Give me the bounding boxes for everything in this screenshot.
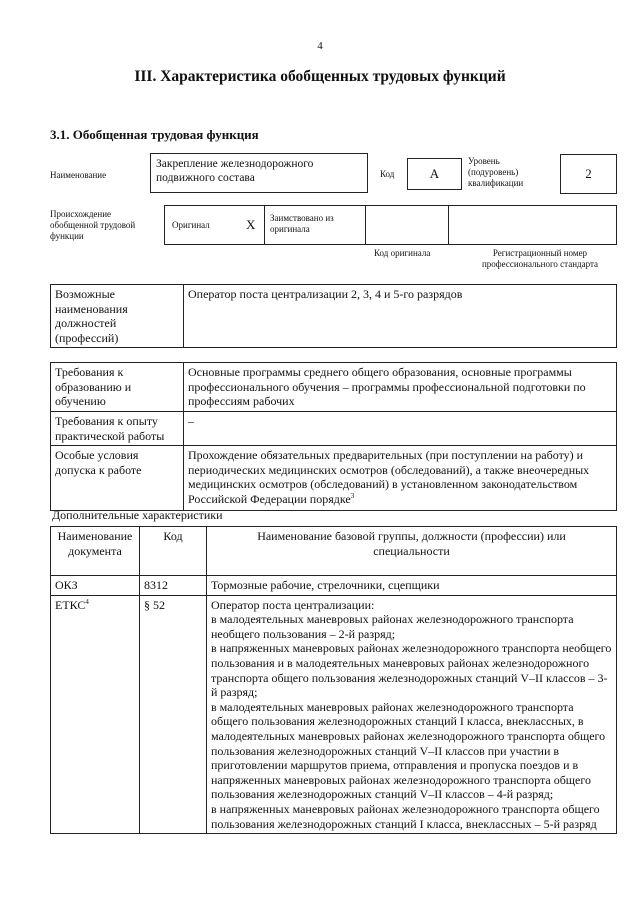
original-label: Оригинал [172,220,210,230]
level-label: Уровень (подуровень) квалификации [468,156,524,188]
positions-label: Возможные наименования должностей (профессий) [51,285,184,348]
requirement-label: Требования к опыту практической работы [51,412,184,446]
requirements-table [50,362,617,511]
original-mark: X [246,217,256,232]
name-line: в напряженных маневровых районах железнодорожного транспорта необщего пользования и в малодеятельных маневровых районах железнодорожного транспорта общего пользования железнодорожных станций V–II классов – 3-й разряд; [211,641,612,700]
section-title: III. Характеристика обобщенных трудовых функций [134,68,506,85]
requirement-label: Особые условия допуска к работе [51,446,184,511]
table-row [51,595,617,834]
code-label: Код [380,169,395,179]
requirement-value: – [184,412,617,446]
col-code-header: Код [140,527,207,576]
requirement-row [51,412,617,446]
additional-table [50,526,617,834]
name-label: Наименование [50,170,107,180]
requirement-value-cell [184,446,617,511]
doc-cell-wrap [51,595,140,834]
code-original-caption: Код оригинала [374,248,431,258]
requirement-row [51,363,617,412]
name-cell [207,595,617,834]
name-line: Тормозные рабочие, стрелочники, сцепщики [211,578,440,592]
doc-cell: ЕТКС [55,597,86,612]
requirement-label: Требования к образованию и обучению [51,363,184,412]
function-name-value: Закрепление железнодорожного подвижного состава [156,158,314,184]
name-line: в малодеятельных маневровых районах железнодорожного транспорта необщего пользования – 2-й разряд; [211,612,574,641]
requirement-value: Основные программы среднего общего образования, основные программы профессионального обучения – программы профессиональной подготовки по профессиям рабочих [184,363,617,412]
origin-label: Происхождение обобщенной трудовой функции [50,209,136,241]
level-box [560,154,617,194]
function-code-box [407,158,462,190]
code-cell: § 52 [140,595,207,834]
doc-cell: ОКЗ [51,576,140,596]
requirement-value: Прохождение обязательных предварительных (при поступлении на работу) и периодических медицинских осмотров (обследований), а также внеочередных медицинских осмотров (обследований) в установленном законодательством Российской Федерации порядке [188,448,590,506]
positions-table [50,284,617,348]
borrowed-label: Заимствовано из оригинала [270,213,334,234]
function-name-box [150,153,368,193]
function-code-value: А [429,166,440,181]
footnote-mark: 3 [350,491,355,500]
reg-number-caption: Регистрационный номер профессионального стандарта [481,248,599,269]
page-number: 4 [317,40,323,52]
positions-value: Оператор поста централизации 2, 3, 4 и 5-го разрядов [184,285,617,348]
name-cell [207,576,617,596]
additional-title: Дополнительные характеристики [52,508,223,522]
name-line: Оператор поста централизации: [211,597,375,612]
requirement-row [51,446,617,511]
level-value: 2 [585,166,592,181]
col-doc-header: Наименование документа [51,527,140,576]
footnote-mark: 4 [85,597,89,606]
name-line: в малодеятельных маневровых районах железнодорожного транспорта общего пользования железнодорожных станций I класса, внеклассных, в малодеятельных маневровых районах железнодорожного транспорта общего пользования железнодорожных станций V–II классов при участии в приготовлении маршрутов приема, отправления и пропуска поездов и в напряженных маневровых районах железнодорожного транспорта общего пользования железнодорожных станций V–II классов – 4-й разряд; [211,699,606,802]
subsection-title: 3.1. Обобщенная трудовая функция [50,127,259,142]
col-name-header: Наименование базовой группы, должности (профессии) или специальности [207,527,617,576]
table-row [51,576,617,596]
name-line: в напряженных маневровых районах железнодорожного транспорта общего пользования железнодорожных станций I класса, внеклассных – 5-й разряд [211,801,600,831]
code-cell: 8312 [140,576,207,596]
origin-row-box [164,205,617,245]
additional-header-row [51,527,617,576]
